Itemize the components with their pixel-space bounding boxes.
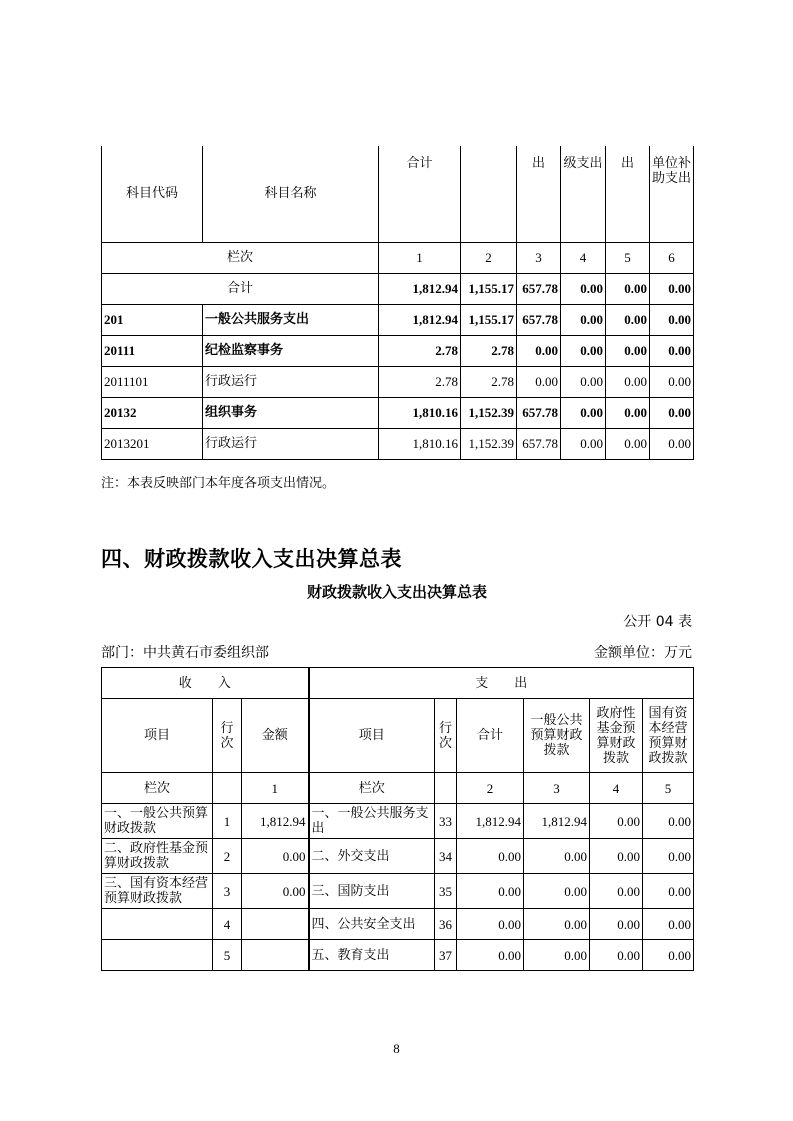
col-number: 2 bbox=[461, 242, 517, 273]
total-value: 0.00 bbox=[561, 273, 606, 304]
header-subject-name: 科目名称 bbox=[203, 146, 379, 242]
cell-value: 0.00 bbox=[606, 397, 650, 428]
income-amount bbox=[242, 940, 309, 971]
cell-value: 657.78 bbox=[517, 428, 561, 459]
cell-value: 0.00 bbox=[561, 335, 606, 366]
subject-name: 纪检监察事务 bbox=[203, 335, 379, 366]
cell-value: 0.00 bbox=[590, 874, 643, 909]
cell-value: 2.78 bbox=[379, 366, 461, 397]
cell-value: 0.00 bbox=[606, 335, 650, 366]
expenditure-table bbox=[101, 146, 694, 460]
cell-value: 0.00 bbox=[524, 874, 590, 909]
header-income-row: 行次 bbox=[213, 699, 242, 773]
subject-name: 行政运行 bbox=[203, 366, 379, 397]
income-item: 一、一般公共预算财政拨款 bbox=[102, 804, 213, 839]
cell-value: 1,812.94 bbox=[524, 804, 590, 839]
cell-value: 0.00 bbox=[643, 874, 694, 909]
section-title: 四、财政拨款收入支出决算总表 bbox=[101, 547, 402, 571]
page-number: 8 bbox=[393, 1041, 400, 1056]
header-expense-item: 项目 bbox=[309, 699, 435, 773]
cell-value: 0.00 bbox=[643, 839, 694, 874]
subject-name: 组织事务 bbox=[203, 397, 379, 428]
income-row-number: 3 bbox=[213, 874, 242, 909]
cell-value: 0.00 bbox=[561, 397, 606, 428]
cell-value: 0.00 bbox=[650, 304, 694, 335]
income-item: 二、政府性基金预算财政拨款 bbox=[102, 839, 213, 874]
table-row bbox=[102, 839, 694, 874]
income-amount: 0.00 bbox=[242, 839, 309, 874]
cell-value: 0.00 bbox=[643, 909, 694, 940]
table-row bbox=[102, 940, 694, 971]
expense-row-number: 36 bbox=[435, 909, 457, 940]
income-item: 三、国有资本经营预算财政拨款 bbox=[102, 874, 213, 909]
cell-value: 1,152.39 bbox=[461, 428, 517, 459]
cell-value: 0.00 bbox=[643, 804, 694, 839]
cell-value: 2.78 bbox=[461, 366, 517, 397]
table-row bbox=[102, 909, 694, 940]
income-row-number: 2 bbox=[213, 839, 242, 874]
expense-item: 四、公共安全支出 bbox=[309, 909, 435, 940]
income-amount bbox=[242, 909, 309, 940]
subject-code: 20132 bbox=[102, 397, 203, 428]
table-row bbox=[102, 397, 694, 428]
expense-header: 支 出 bbox=[309, 668, 694, 699]
cell-value: 0.00 bbox=[524, 909, 590, 940]
cell-value: 0.00 bbox=[517, 335, 561, 366]
col-number: 2 bbox=[457, 773, 524, 804]
cell-value: 0.00 bbox=[590, 940, 643, 971]
expense-row-number: 37 bbox=[435, 940, 457, 971]
cell-value: 0.00 bbox=[590, 909, 643, 940]
income-amount: 0.00 bbox=[242, 874, 309, 909]
cell-value: 1,810.16 bbox=[379, 428, 461, 459]
table-row bbox=[102, 804, 694, 839]
subject-code: 2013201 bbox=[102, 428, 203, 459]
col-number: 1 bbox=[379, 242, 461, 273]
header-col3: 出 bbox=[517, 146, 561, 242]
total-row-label: 合计 bbox=[102, 273, 379, 304]
cell-value: 0.00 bbox=[606, 428, 650, 459]
header-col6: 单位补助支出 bbox=[650, 146, 694, 242]
subject-code: 201 bbox=[102, 304, 203, 335]
total-value: 1,812.94 bbox=[379, 273, 461, 304]
total-value: 0.00 bbox=[650, 273, 694, 304]
cell-value: 2.78 bbox=[379, 335, 461, 366]
cell-value: 0.00 bbox=[590, 839, 643, 874]
total-value: 657.78 bbox=[517, 273, 561, 304]
cell-value: 0.00 bbox=[457, 909, 524, 940]
cell-value: 0.00 bbox=[524, 940, 590, 971]
header-general-budget: 一般公共预算财政拨款 bbox=[524, 699, 590, 773]
cell-value: 0.00 bbox=[643, 940, 694, 971]
header-expense-row: 行次 bbox=[435, 699, 457, 773]
table-row bbox=[102, 335, 694, 366]
lanci-label: 栏次 bbox=[309, 773, 435, 804]
header-col4: 级支出 bbox=[561, 146, 606, 242]
table-row bbox=[102, 366, 694, 397]
cell-value: 0.00 bbox=[457, 874, 524, 909]
cell-value: 2.78 bbox=[461, 335, 517, 366]
income-item bbox=[102, 909, 213, 940]
expense-row-number: 34 bbox=[435, 839, 457, 874]
subject-name: 一般公共服务支出 bbox=[203, 304, 379, 335]
cell-value: 0.00 bbox=[606, 304, 650, 335]
cell-value: 1,812.94 bbox=[457, 804, 524, 839]
col-number: 4 bbox=[590, 773, 643, 804]
col-number: 4 bbox=[561, 242, 606, 273]
expense-item: 一、一般公共服务支出 bbox=[309, 804, 435, 839]
col-number: 3 bbox=[524, 773, 590, 804]
cell-value: 0.00 bbox=[650, 335, 694, 366]
lanci-label: 栏次 bbox=[102, 242, 379, 273]
col-number: 5 bbox=[643, 773, 694, 804]
cell-value: 0.00 bbox=[606, 366, 650, 397]
expense-row-number: 33 bbox=[435, 804, 457, 839]
cell-value: 0.00 bbox=[650, 366, 694, 397]
header-total: 合计 bbox=[457, 699, 524, 773]
cell-value: 1,152.39 bbox=[461, 397, 517, 428]
income-item bbox=[102, 940, 213, 971]
cell-value: 0.00 bbox=[517, 366, 561, 397]
table-row bbox=[102, 428, 694, 459]
department-label: 部门：中共黄石市委组织部 bbox=[101, 645, 269, 661]
cell-value: 0.00 bbox=[650, 397, 694, 428]
header-state-capital: 国有资本经营预算财政拨款 bbox=[643, 699, 694, 773]
income-row-number: 1 bbox=[213, 804, 242, 839]
expense-item: 二、外交支出 bbox=[309, 839, 435, 874]
col-number: 3 bbox=[517, 242, 561, 273]
cell-value: 0.00 bbox=[590, 804, 643, 839]
cell-value: 657.78 bbox=[517, 397, 561, 428]
cell-value: 0.00 bbox=[457, 839, 524, 874]
total-value: 1,155.17 bbox=[461, 273, 517, 304]
income-header: 收 入 bbox=[102, 668, 309, 699]
table-code: 公开 04 表 bbox=[623, 614, 692, 630]
col-number: 5 bbox=[606, 242, 650, 273]
table-row bbox=[102, 304, 694, 335]
cell-value: 0.00 bbox=[524, 839, 590, 874]
cell-value: 0.00 bbox=[650, 428, 694, 459]
subject-code: 20111 bbox=[102, 335, 203, 366]
expense-row-number: 35 bbox=[435, 874, 457, 909]
expense-item: 三、国防支出 bbox=[309, 874, 435, 909]
income-amount: 1,812.94 bbox=[242, 804, 309, 839]
table-title: 财政拨款收入支出决算总表 bbox=[306, 583, 487, 601]
subject-name: 行政运行 bbox=[203, 428, 379, 459]
income-row-number: 4 bbox=[213, 909, 242, 940]
header-income-item: 项目 bbox=[102, 699, 213, 773]
header-gov-fund: 政府性基金预算财政拨款 bbox=[590, 699, 643, 773]
table-row bbox=[102, 874, 694, 909]
lanci-label: 栏次 bbox=[102, 773, 213, 804]
cell-value: 1,810.16 bbox=[379, 397, 461, 428]
header-income-amount: 金额 bbox=[242, 699, 309, 773]
header-col5: 出 bbox=[606, 146, 650, 242]
cell-value: 0.00 bbox=[457, 940, 524, 971]
col-number: 1 bbox=[242, 773, 309, 804]
header-total: 合计 bbox=[379, 146, 461, 242]
cell-value: 0.00 bbox=[561, 428, 606, 459]
expense-item: 五、教育支出 bbox=[309, 940, 435, 971]
cell-value: 1,812.94 bbox=[379, 304, 461, 335]
cell-value: 657.78 bbox=[517, 304, 561, 335]
table-note: 注：本表反映部门本年度各项支出情况。 bbox=[101, 476, 336, 491]
header-subject-code: 科目代码 bbox=[102, 146, 203, 242]
cell-value: 1,155.17 bbox=[461, 304, 517, 335]
cell-value: 0.00 bbox=[561, 366, 606, 397]
income-row-number: 5 bbox=[213, 940, 242, 971]
cell-value: 0.00 bbox=[561, 304, 606, 335]
header-col2 bbox=[461, 146, 517, 242]
total-value: 0.00 bbox=[606, 273, 650, 304]
unit-label: 金额单位：万元 bbox=[594, 645, 692, 661]
fiscal-appropriation-table bbox=[101, 667, 694, 971]
col-number: 6 bbox=[650, 242, 694, 273]
subject-code: 2011101 bbox=[102, 366, 203, 397]
